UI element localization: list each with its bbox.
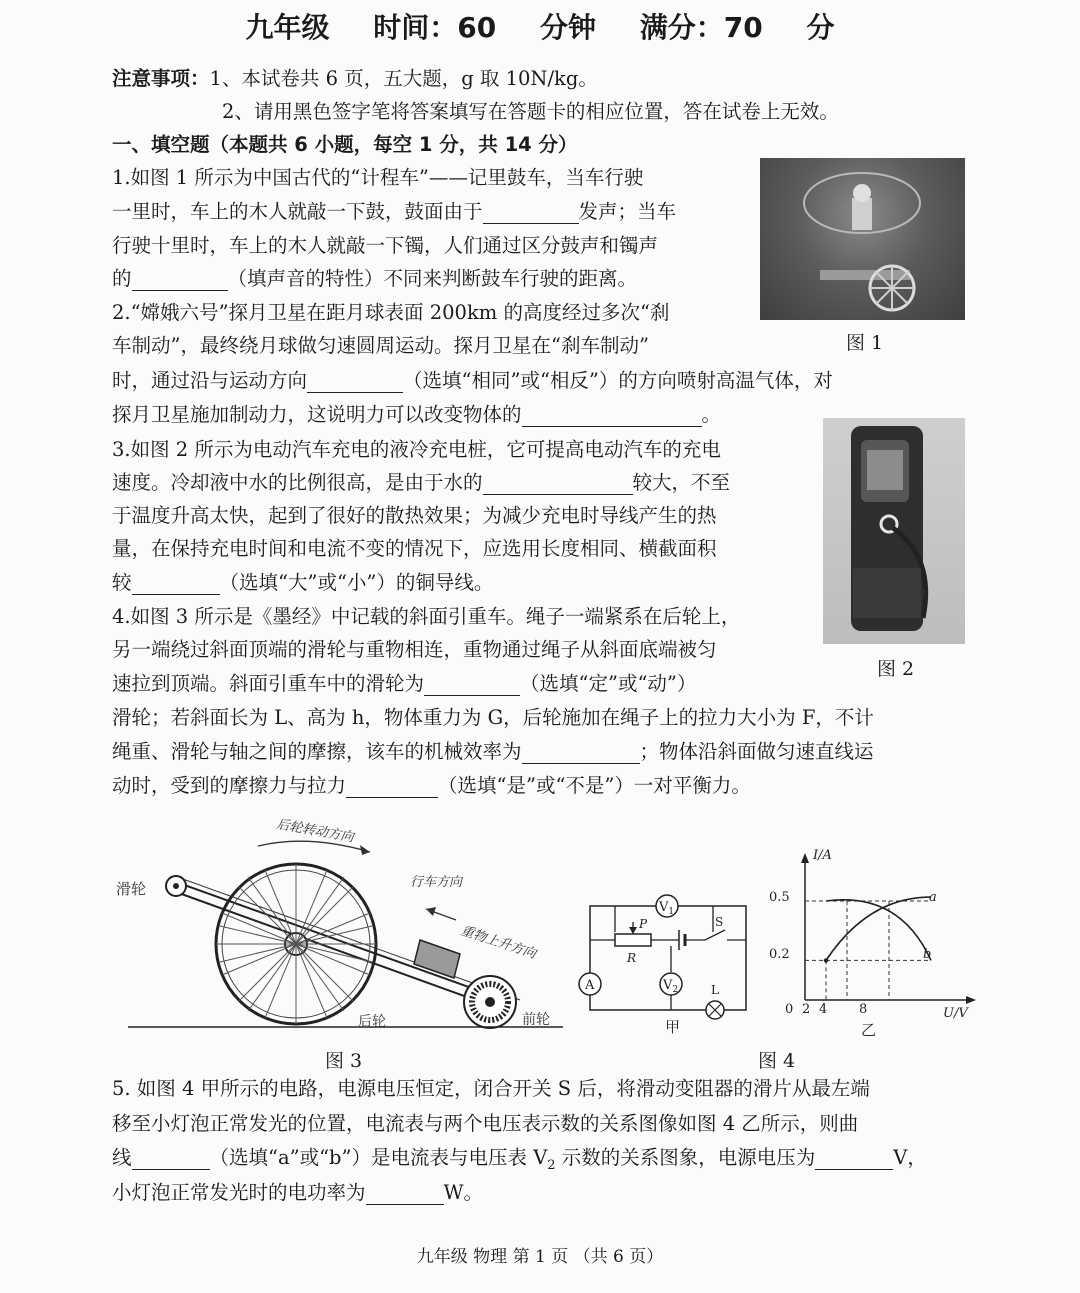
fig4a-circuit (575, 880, 760, 1042)
fig4a-label: 甲 (665, 1018, 681, 1036)
fig4b-ylabel: I/A (813, 848, 832, 863)
q4-line-4: 滑轮；若斜面长为 L、高为 h，物体重力为 G，后轮施加在绳子上的拉力大小为 F，不计 (112, 706, 874, 729)
q1-text-2b: 发声；当车 (578, 200, 677, 223)
q5-text-3a: 线 (112, 1146, 132, 1169)
fig4-caption: 图 4 (758, 1050, 796, 1072)
q3-line-4: 量，在保持充电时间和电流不变的情况下，应选用长度相同、横截面积 (112, 537, 717, 560)
q2-text-3a: 时，通过沿与运动方向 (112, 369, 308, 392)
fig4b-point-start (824, 958, 828, 962)
q4-line-2: 另一端绕过斜面顶端的滑轮与重物相连，重物通过绳子从斜面底端被匀 (112, 638, 717, 661)
q1-line-3: 行驶十里时，车上的木人就敲一下镯，人们通过区分鼓声和镯声 (112, 234, 659, 257)
q3-text-5b: （选填“大”或“小”）的铜导线。 (219, 571, 494, 594)
fig4a-v1-sub: 1 (668, 907, 675, 917)
fig4a-v2-text: V (663, 978, 673, 993)
drum-cart-image (760, 158, 965, 320)
q2-blank-1[interactable] (307, 370, 403, 393)
q3-line-1: 3.如图 2 所示为电动汽车充电的液冷充电桩，它可提高电动汽车的充电 (112, 438, 721, 461)
q4-line-6 (112, 769, 751, 802)
q3-text-2b: 较大，不至 (632, 471, 731, 494)
fig4b-curve-b-label: b (923, 947, 932, 962)
q2-line-3 (112, 364, 833, 397)
q4-text-3a: 速拉到顶端。斜面引重车中的滑轮为 (112, 672, 425, 695)
q1-text-4b: （填声音的特性）不同来判断鼓车行驶的距离。 (227, 267, 638, 290)
page-title: 九年级 时间：60 分钟 满分：70 分 (245, 11, 835, 44)
q3-text-5a: 较 (112, 571, 132, 594)
q1-line-1: 1.如图 1 所示为中国古代的“计程车”——记里鼓车，当车行驶 (112, 166, 644, 189)
q5-text-3d: V， (893, 1146, 927, 1169)
q5-text-4a: 小灯泡正常发光时的电功率为 (112, 1181, 366, 1204)
fig4b-label: 乙 (861, 1021, 877, 1039)
fig3-diagram (108, 812, 578, 1037)
q4-line-5 (112, 735, 874, 768)
fig4b-xtick-3: 8 (859, 1002, 868, 1017)
fig4b-xlabel: U/V (943, 1006, 968, 1021)
fig4a-rheostat-label: R (627, 951, 637, 965)
q4-blank-1[interactable] (424, 673, 520, 696)
q5-blank-3[interactable] (366, 1182, 444, 1205)
q4-text-5a: 绳重、滑轮与轴之间的摩擦，该车的机械效率为 (112, 740, 522, 763)
q5-blank-1[interactable] (132, 1147, 210, 1170)
q4-line-3 (112, 667, 696, 700)
q3-text-2a: 速度。冷却液中水的比例很高，是由于水的 (112, 471, 483, 494)
fig4a-v1-text: V (659, 900, 669, 915)
q4-text-6a: 动时，受到的摩擦力与拉力 (112, 774, 347, 797)
q4-text-6b: （选填“是”或“不是”）一对平衡力。 (438, 774, 751, 797)
fig2-caption: 图 2 (877, 658, 915, 680)
q2-line-4 (112, 398, 721, 431)
q5-blank-2[interactable] (815, 1147, 893, 1170)
q5-sub: 2 (547, 1157, 556, 1173)
fig4b-curve-a-label: a (929, 890, 937, 905)
q4-text-5b: ；物体沿斜面做匀速直线运 (639, 740, 874, 763)
fig4b-curve-b (826, 900, 931, 961)
q3-line-5 (112, 566, 493, 599)
q2-blank-2[interactable] (522, 404, 702, 427)
fig4a-lamp-label: L (711, 983, 719, 997)
fig3-rear-label: 后轮 (358, 1014, 386, 1030)
q4-blank-3[interactable] (346, 775, 438, 798)
notice-line-1 (112, 62, 598, 95)
fig3-travel-label: 行车方向 (410, 875, 463, 890)
q2-text-4a: 探月卫星施加制动力，这说明力可以改变物体的 (112, 403, 522, 426)
fig3-lift-label: 重物上升方向 (458, 923, 538, 962)
q5-line-2: 移至小灯泡正常发光的位置，电流表与两个电压表示数的关系图像如图 4 乙所示，则曲 (112, 1112, 859, 1135)
fig4a-v2-sub: 2 (672, 985, 679, 995)
q2-text-3b: （选填“相同”或“相反”）的方向喷射高温气体，对 (403, 369, 833, 392)
q3-blank-2[interactable] (132, 572, 220, 595)
q1-line-4 (112, 262, 637, 295)
q3-line-2 (112, 466, 730, 499)
notice-item-1: 1、本试卷共 6 页，五大题，g 取 10N/kg。 (209, 67, 598, 90)
fig3-rear-dir-label: 后轮转动方向 (275, 817, 355, 846)
section-title: 一、填空题（本题共 6 小题，每空 1 分，共 14 分） (112, 133, 578, 156)
q1-blank-1[interactable] (483, 201, 579, 224)
q5-text-3b: （选填“a”或“b”）是电流表与电压表 V (209, 1146, 548, 1169)
q2-text-4b: 。 (701, 403, 722, 426)
notice-item-2: 2、请用黑色签字笔将答案填写在答题卡的相应位置，答在试卷上无效。 (222, 100, 839, 123)
q4-text-3b: （选填“定”或“动”） (520, 672, 697, 695)
fig4a-switch-label: S (715, 915, 724, 929)
fig4b-graph (769, 845, 985, 1040)
fig3-weight-block (414, 940, 460, 978)
fig3-front-label: 前轮 (522, 1012, 550, 1028)
q2-line-2: 车制动”，最终绕月球做匀速圆周运动。探月卫星在“刹车制动” (112, 334, 649, 357)
fig4b-ytick-1: 0.2 (769, 947, 790, 962)
fig1-photo (760, 158, 965, 320)
q5-text-4b: W。 (443, 1181, 484, 1204)
fig3-caption: 图 3 (325, 1050, 363, 1072)
q1-line-2 (112, 195, 676, 228)
fig2-photo (823, 418, 965, 644)
q4-blank-2[interactable] (522, 741, 640, 764)
page-footer: 九年级 物理 第 1 页 （共 6 页） (416, 1247, 664, 1267)
fig4a-rheostat (615, 934, 651, 946)
q1-text-4a: 的 (112, 267, 132, 290)
q1-text-2a: 一里时，车上的木人就敲一下鼓，鼓面由于 (112, 200, 483, 223)
q5-line-1: 5. 如图 4 甲所示的电路，电源电压恒定，闭合开关 S 后，将滑动变阻器的滑片从最左端 (112, 1077, 870, 1100)
q2-line-1: 2.“嫦娥六号”探月卫星在距月球表面 200km 的高度经过多次“刹 (112, 301, 670, 324)
fig3-pulley-label: 滑轮 (116, 880, 147, 898)
q5-line-4 (112, 1176, 483, 1209)
fig4b-xtick-2: 4 (819, 1002, 828, 1017)
q3-blank-1[interactable] (483, 472, 633, 495)
fig4a-slider-label: P (639, 917, 648, 931)
notice-label: 注意事项： (112, 67, 210, 90)
fig4a-ammeter-label: A (585, 978, 595, 993)
q4-line-1: 4.如图 3 所示是《墨经》中记载的斜面引重车。绳子一端紧系在后轮上， (112, 605, 741, 628)
q5-text-3c: 示数的关系图象，电源电压为 (555, 1146, 816, 1169)
fig1-caption: 图 1 (846, 332, 884, 354)
q3-line-3: 于温度升高太快，起到了很好的散热效果；为减少充电时导线产生的热 (112, 504, 717, 527)
fig3-incline-bottom (176, 892, 514, 1014)
q1-blank-2[interactable] (132, 268, 228, 291)
fig4b-xtick-1: 2 (802, 1002, 811, 1017)
charging-pile-image (823, 418, 965, 644)
fig4a-switch (705, 930, 725, 940)
fig4b-plot-area (805, 897, 931, 1000)
fig4b-ytick-0: 0.5 (769, 890, 790, 905)
fig4b-xtick-0: 0 (785, 1002, 794, 1017)
